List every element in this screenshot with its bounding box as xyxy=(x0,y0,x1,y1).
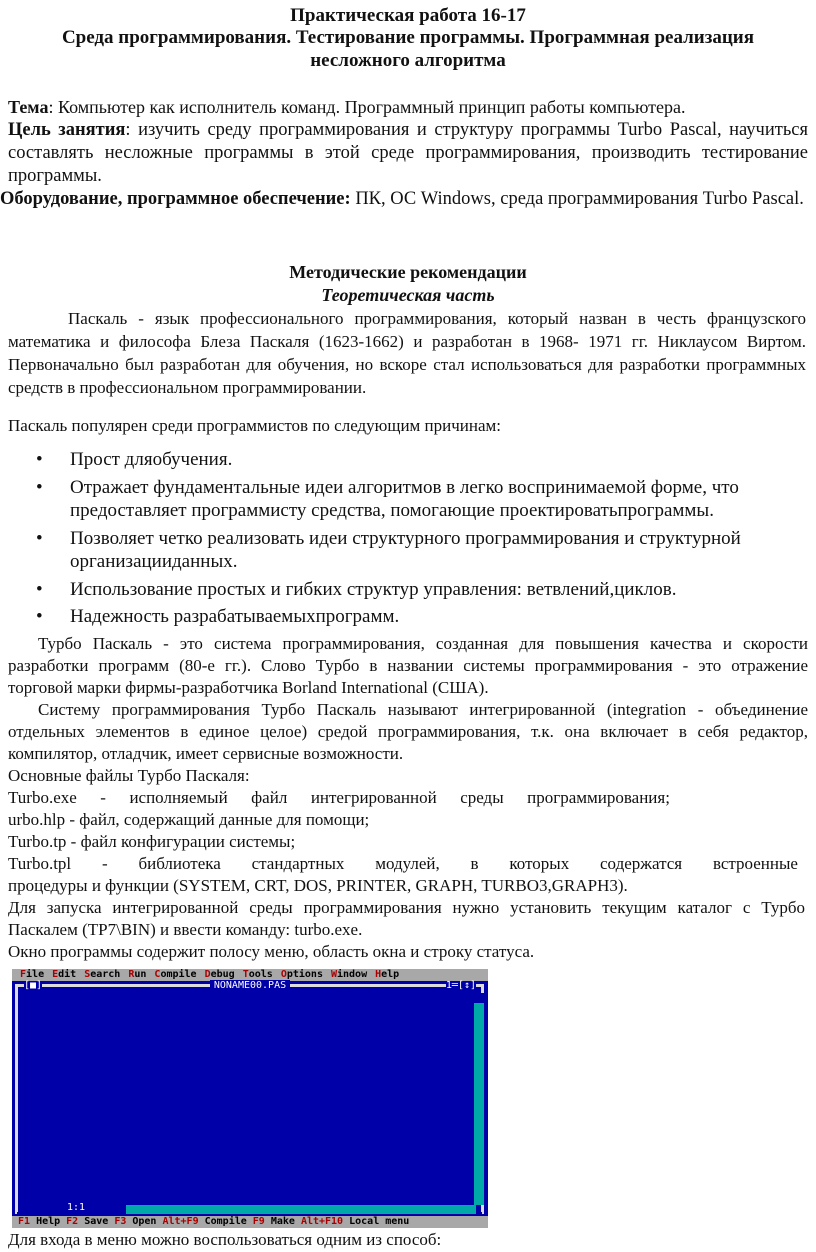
status-item-help[interactable]: F1 Help xyxy=(18,1216,61,1227)
window-paragraph: Окно программы содержит полосу меню, область окна и строку статуса. xyxy=(8,942,535,961)
menu-item-edit[interactable]: Edit xyxy=(52,969,77,980)
scroll-thumb[interactable] xyxy=(116,1205,126,1214)
close-box-icon[interactable]: [■] xyxy=(24,980,43,991)
topic-text: : Компьютер как исполнитель команд. Программный принцип работы компьютера. xyxy=(48,97,686,117)
file-turbo-hlp: urbo.hlp - файл, содержащий данные для помощи; xyxy=(8,810,370,829)
goal-paragraph xyxy=(8,119,808,188)
file-turbo-tp: Turbo.tp - файл конфигурации системы; xyxy=(8,832,296,851)
list-item: • Использование простых и гибких структур управления: ветвлений,циклов. xyxy=(36,578,677,600)
file-turbo-exe: Turbo.exe - исполняемый файл интегрированной среды программирования; xyxy=(8,788,670,807)
menu-item-help[interactable]: Help xyxy=(375,969,400,980)
menu-item-debug[interactable]: Debug xyxy=(204,969,235,980)
menu-item-tools[interactable]: Tools xyxy=(242,969,273,980)
menu-item-run[interactable]: Run xyxy=(128,969,147,980)
menu-item-search[interactable]: Search xyxy=(84,969,121,980)
zoom-box-icon[interactable]: 1═[↕] xyxy=(445,980,476,991)
list-item: • Позволяет четко реализовать идеи структурного программирования и структурной организацииданных. xyxy=(36,527,741,572)
file-turbo-tpl-cont: процедуры и функции (SYSTEM, CRT, DOS, PRINTER, GRAPH, TURBO3,GRAPH3). xyxy=(8,876,628,895)
scroll-thumb[interactable] xyxy=(474,993,484,1003)
ide-description-paragraph: Систему программирования Турбо Паскаль называют интегрированной (integration - объединение отдельных элементов в единое целое) средой программирования, т.к. она включает в себя редактор, компилятор, отладчик, имеет сервисные возможности. xyxy=(8,700,808,763)
list-item: • Надежность разрабатываемыхпрограмм. xyxy=(36,606,400,627)
title-line-1: Практическая работа 16-17 xyxy=(290,5,526,26)
equipment-text: ПК, ОС Windows, среда программирования Turbo Pascal. xyxy=(350,189,804,209)
list-item: • Отражает фундаментальные идеи алгоритмов в легко воспринимаемой форме, что предоставляет программисту средства, помогающие проектироватьпрограммы. xyxy=(36,476,739,521)
bullet-icon: • xyxy=(36,527,43,549)
horizontal-scrollbar[interactable] xyxy=(116,1205,476,1214)
theory-subheading: Теоретическая часть xyxy=(321,285,495,305)
status-item-save[interactable]: F2 Save xyxy=(66,1216,109,1227)
status-item-open[interactable]: F3 Open xyxy=(114,1216,157,1227)
vertical-scrollbar[interactable] xyxy=(474,993,484,1205)
editor-window-title: NONAME00.PAS xyxy=(12,981,488,991)
list-item: • Прост дляобучения. xyxy=(36,449,233,470)
status-item-make[interactable]: F9 Make xyxy=(252,1216,295,1227)
bullet-icon: • xyxy=(36,606,43,627)
title-line-3: несложного алгоритма xyxy=(310,50,506,71)
reasons-list xyxy=(0,448,816,633)
status-item-compile[interactable]: Alt+F9 Compile xyxy=(162,1216,247,1227)
bullet-icon: • xyxy=(36,449,43,470)
topic-paragraph xyxy=(8,96,806,119)
ide-status-bar xyxy=(12,1216,488,1228)
files-heading: Основные файлы Турбо Паскаля: xyxy=(8,766,250,785)
menu-item-compile[interactable]: Compile xyxy=(154,969,197,980)
bullet-icon: • xyxy=(36,578,43,600)
turbo-pascal-ide-screenshot xyxy=(12,969,488,1228)
editor-window-inner-frame xyxy=(17,986,482,1212)
footer-paragraph: Для входа в меню можно воспользоваться одним из способ: xyxy=(8,1230,442,1249)
menu-item-window[interactable]: Window xyxy=(330,969,368,980)
equipment-paragraph xyxy=(0,188,814,211)
bullet-icon: • xyxy=(36,476,43,498)
topic-label: Тема xyxy=(8,97,49,117)
launch-paragraph: Для запуска интегрированной среды программирования нужно установить текущим каталог с Турбо Паскалем (TP7\BIN) и ввести команду: turbo.exe. xyxy=(8,898,805,939)
file-turbo-tpl: Turbo.tpl - библиотека стандартных модулей, в которых содержатся встроенные xyxy=(8,854,798,873)
cursor-position: 1:1 xyxy=(64,1203,88,1213)
methods-heading: Методические рекомендации xyxy=(289,262,527,282)
menu-item-options[interactable]: Options xyxy=(280,969,323,980)
goal-text: : изучить среду программирования и структуру программы Turbo Pascal, научиться составлять несложные программы в этой среде программирования, производить тестирование программы. xyxy=(8,120,808,186)
popularity-paragraph: Паскаль популярен среди программистов по следующим причинам: xyxy=(8,416,502,435)
status-item-local-menu[interactable]: Alt+F10 Local menu xyxy=(300,1216,410,1227)
equipment-label: Оборудование, программное обеспечение: xyxy=(0,189,351,209)
title-line-2: Среда программирования. Тестирование программы. Программная реализация xyxy=(61,27,755,48)
menu-item-file[interactable]: File xyxy=(20,969,45,980)
pascal-intro-paragraph: Паскаль - язык профессионального программирования, который назван в честь французского математика и философа Блеза Паскаля (1623-1662) и разработан в 1968- 1971 гг. Никлаусом Виртом. Первоначально был разработан для обучения, но вскоре стал использоваться для разработки программных средств в профессиональном программировании. xyxy=(8,309,806,397)
goal-label: Цель занятия xyxy=(8,120,126,140)
turbo-pascal-paragraph: Турбо Паскаль - это система программирования, созданная для повышения качества и скорости разработки программ (80-е гг.). Слово Турбо в названии системы программирования - это отражение торговой марки фирмы-разработчика Borland International (США). xyxy=(8,634,808,697)
